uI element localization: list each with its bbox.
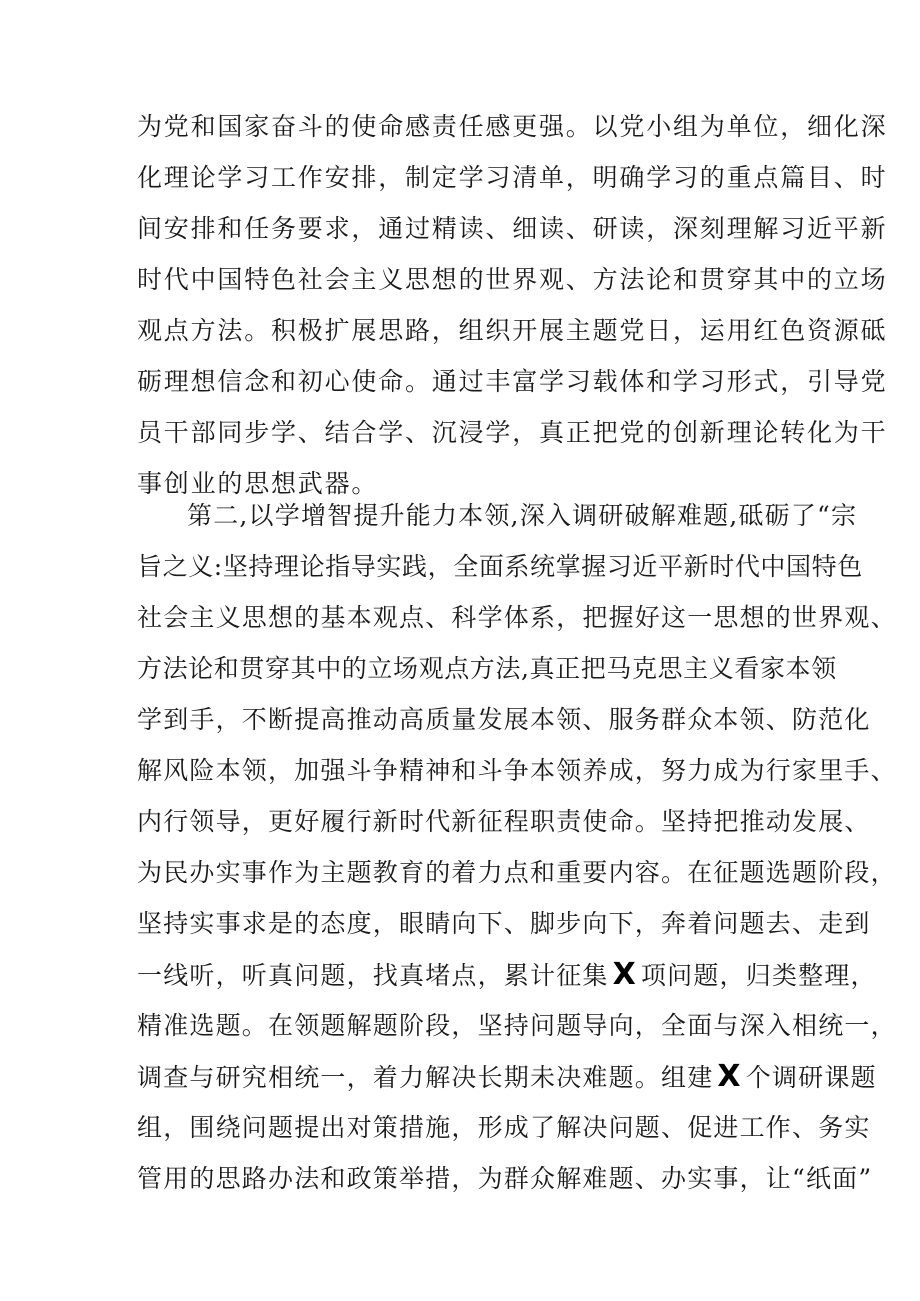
text-line-4: 时代中国特色社会主义思想的世界观、方法论和贯穿其中的立场	[137, 265, 888, 294]
text-line-21: 组，围绕问题提出对策措施，形成了解决问题、促进工作、务实	[137, 1113, 871, 1142]
text-line-20-end: 个调研课题	[745, 1063, 877, 1092]
text-line-17: 坚持实事求是的态度，眼睛向下、脚步向下，奔着问题去、走到	[137, 909, 871, 938]
text-line-20	[137, 1057, 877, 1097]
text-line-12: 方法论和贯穿其中的立场观点方法,真正把马克思主义看家本领	[137, 654, 837, 683]
text-line-18	[137, 955, 877, 995]
text-line-13: 学到手，不断提高推动高质量发展本领、服务群众本领、防范化	[137, 705, 871, 734]
text-line-15: 内行领导，更好履行新时代新征程职责使命。坚持把推动发展、	[137, 807, 871, 836]
text-line-5: 观点方法。积极扩展思路，组织开展主题党日，运用红色资源砥	[137, 316, 888, 345]
placeholder-x-mark: X	[717, 1059, 742, 1094]
text-line-19: 精准选题。在领题解题阶段，坚持问题导向，全面与深入相统一，	[137, 1011, 897, 1040]
text-line-20-start: 调查与研究相统一，着力解决长期未决难题。组建	[137, 1063, 714, 1092]
paragraph-2-first-line: 第二,以学增智提升能力本领,深入调研破解难题,砥砺了“宗	[187, 501, 858, 530]
text-line-6: 砺理想信念和初心使命。通过丰富学习载体和学习形式，引导党	[137, 367, 888, 396]
text-line-1: 为党和国家奋斗的使命感责任感更强。以党小组为单位，细化深	[137, 112, 888, 141]
text-line-16: 为民办实事作为主题教育的着力点和重要内容。在征题选题阶段，	[137, 858, 897, 887]
text-line-22: 管用的思路办法和政策举措，为群众解难题、办实事，让“纸面”	[137, 1164, 873, 1193]
placeholder-x-mark: X	[612, 957, 637, 992]
text-line-8: 事创业的思想武器。	[137, 469, 379, 498]
text-line-18-end: 项问题，归类整理，	[640, 961, 877, 990]
text-line-14: 解风险本领，加强斗争精神和斗争本领养成，努力成为行家里手、	[137, 756, 897, 785]
text-line-7: 员干部同步学、结合学、沉浸学，真正把党的创新理论转化为干	[137, 418, 888, 447]
text-line-11: 社会主义思想的基本观点、科学体系，把握好这一思想的世界观、	[137, 603, 897, 632]
text-line-18-start: 一线听，听真问题，找真堵点，累计征集	[137, 961, 609, 990]
text-line-2: 化理论学习工作安排，制定学习清单，明确学习的重点篇目、时	[137, 163, 888, 192]
text-line-10: 旨之义:坚持理论指导实践，全面系统掌握习近平新时代中国特色	[137, 552, 863, 581]
text-line-3: 间安排和任务要求，通过精读、细读、研读，深刻理解习近平新	[137, 214, 888, 243]
